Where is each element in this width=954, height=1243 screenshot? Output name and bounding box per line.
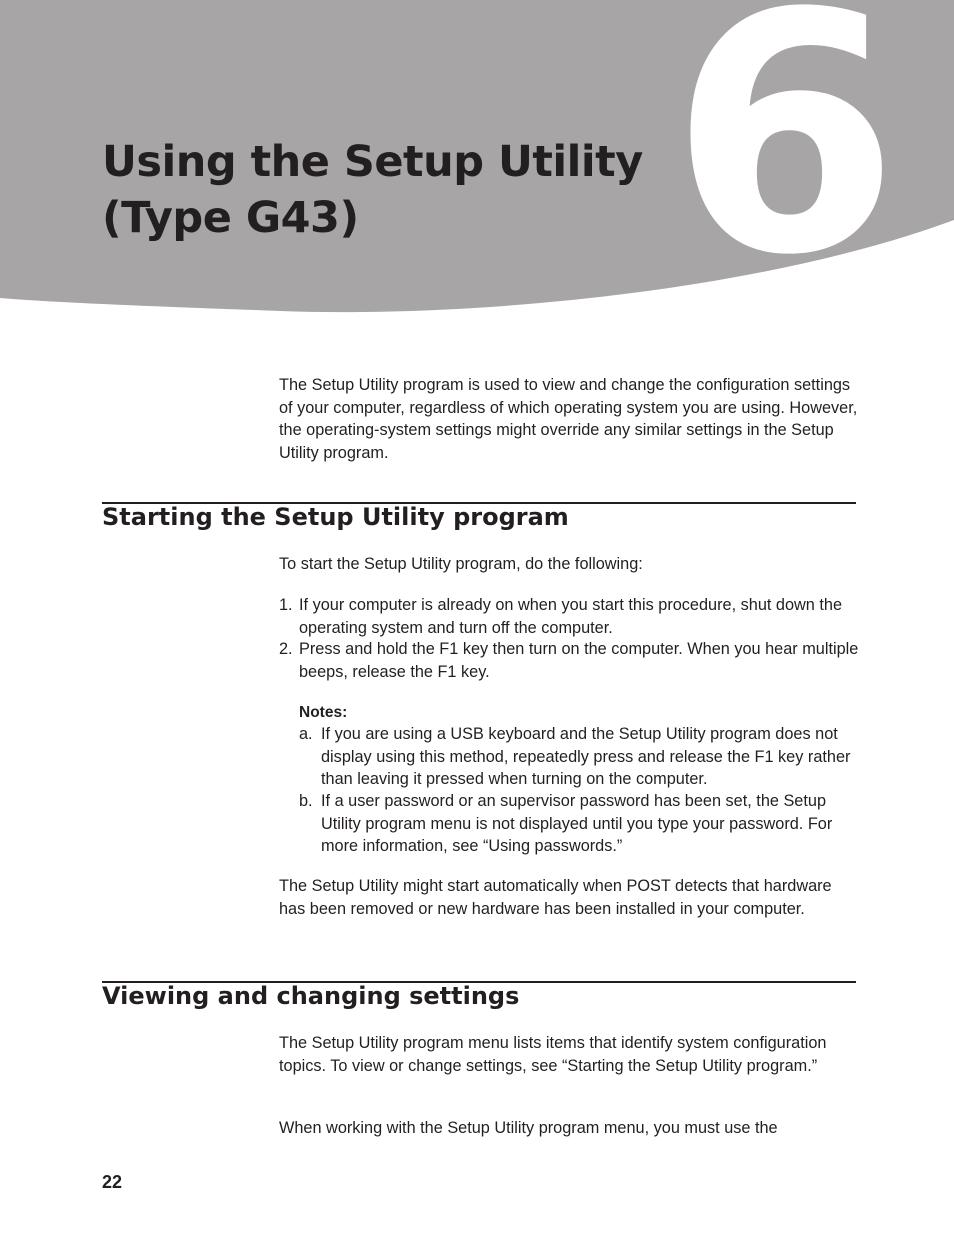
list-item-text: If your computer is already on when you start this procedure, shut down the operating system and turn off the computer. [299,596,842,637]
list-item [279,638,859,683]
note-item [299,790,859,858]
intro-paragraph: The Setup Utility program is used to view and change the configuration settings of your computer, regardless of which operating system you are using. However, the operating-system settings might override any similar settings in the Setup Utility program. [279,376,858,462]
chapter-title-line-2: (Type G43) [102,193,359,243]
section-closing-paragraph: The Setup Utility might start automatically when POST detects that hardware has been removed or new hardware has been installed in your computer. [279,877,832,918]
chapter-title-line-1: Using the Setup Utility [102,137,643,187]
body-paragraph: When working with the Setup Utility program menu, you must use the [279,1119,778,1137]
list-marker: 1. [279,596,293,614]
list-item [279,594,859,639]
note-marker: b. [299,792,313,810]
note-item [299,723,859,791]
body-paragraph: The Setup Utility program menu lists items that identify system configuration topics. To view or change settings, see “Starting the Setup Utility program.” [279,1034,827,1075]
note-item-text: If a user password or an supervisor password has been set, the Setup Utility program menu is not displayed until you type your password. For more information, see “Using passwords.” [321,792,833,855]
page-number: 22 [102,1172,123,1192]
chapter-number: 6 [670,0,890,327]
list-item-text: Press and hold the F1 key then turn on the computer. When you hear multiple beeps, release the F1 key. [299,640,859,681]
list-marker: 2. [279,640,293,658]
section-heading-starting: Starting the Setup Utility program [102,503,569,531]
chapter-title [102,134,643,246]
note-marker: a. [299,725,313,743]
note-item-text: If you are using a USB keyboard and the Setup Utility program does not display using this method, repeatedly press and release the F1 key rather than leaving it pressed when turning on the computer. [321,725,851,788]
section-lead: To start the Setup Utility program, do the following: [279,555,643,573]
section-heading-viewing: Viewing and changing settings [102,982,520,1010]
notes-label: Notes: [299,704,348,721]
